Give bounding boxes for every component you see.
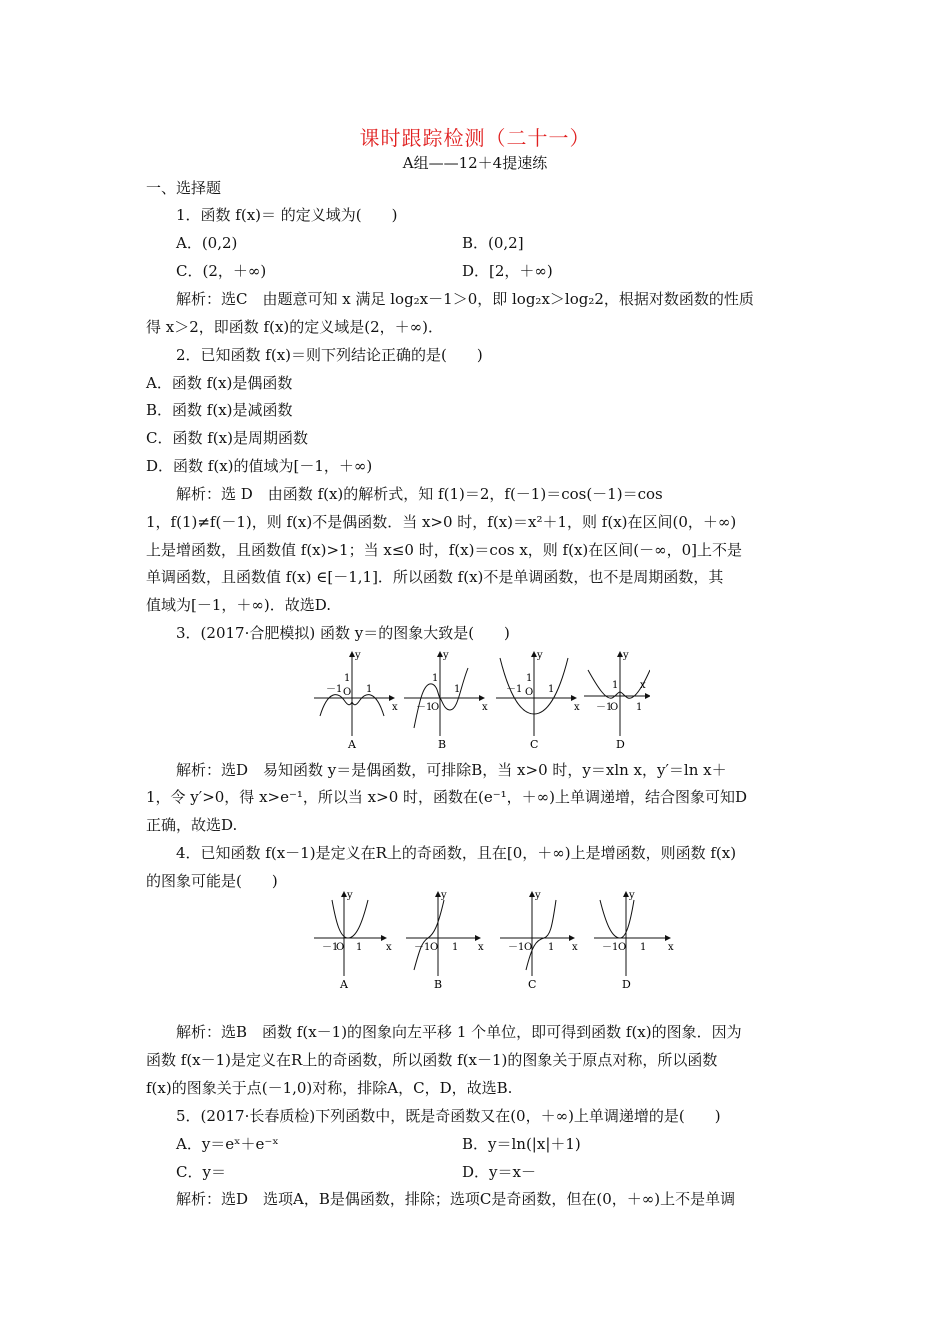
q4-stem-line2: 的图象可能是( ): [146, 872, 278, 890]
q5-option-c: C．y＝: [176, 1163, 226, 1181]
q3d-y-label: y: [623, 650, 629, 661]
q3-graph-a-label: A: [348, 738, 356, 751]
q4d-neg-label: －1: [602, 942, 619, 953]
q4a-neg-label: －1: [322, 942, 339, 953]
q4b-pos-label: 1: [452, 942, 459, 953]
q4c-pos-label: 1: [548, 942, 555, 953]
q4-graph-a-label: A: [340, 978, 348, 991]
q4a-origin-label: O: [336, 942, 345, 953]
q5-stem: 5．(2017·长春质检)下列函数中，既是奇函数又在(0，＋∞)上单调递增的是( ): [176, 1107, 721, 1125]
q4b-x-label: x: [478, 942, 484, 953]
q3c-neg-label: －1: [506, 684, 523, 695]
q1-option-c: C．(2，＋∞): [176, 262, 267, 280]
q4c-neg-label: －1: [508, 942, 525, 953]
q2-stem: 2．已知函数 f(x)＝则下列结论正确的是( ): [176, 346, 483, 364]
q3-graph-d: [584, 652, 650, 736]
q5-solution-line1: 解析：选D 选项A，B是偶函数，排除；选项C是奇函数，但在(0，＋∞)上不是单调: [176, 1190, 736, 1208]
q4a-pos-label: 1: [356, 942, 363, 953]
q2-option-a: A．函数 f(x)是偶函数: [146, 374, 293, 392]
q4-solution-line1: 解析：选B 函数 f(x－1)的图象向左平移 1 个单位，即可得到函数 f(x)的图象．因为: [176, 1023, 742, 1041]
q1-option-a: A．(0,2): [176, 234, 238, 252]
q4b-neg-label: －1: [414, 942, 431, 953]
q4c-x-label: x: [572, 942, 578, 953]
q3a-x-label: x: [392, 702, 398, 713]
q4-graph-b: [406, 892, 480, 976]
q3-figure: [310, 648, 650, 753]
q2-option-b: B．函数 f(x)是减函数: [146, 401, 293, 419]
q3-solution-line1: 解析：选D 易知函数 y＝是偶函数，可排除B，当 x>0 时，y＝xln x，y′＝ln x＋: [176, 761, 727, 779]
q4a-x-label: x: [386, 942, 392, 953]
q3-graph-d-label: D: [616, 738, 625, 751]
q4-graph-d-label: D: [622, 978, 631, 991]
q4-graph-b-label: B: [434, 978, 443, 991]
q1-option-d: D．[2，＋∞): [462, 262, 553, 280]
q4-stem-line1: 4．已知函数 f(x－1)是定义在R上的奇函数，且在[0，＋∞)上是增函数，则函数 f(x): [176, 844, 737, 862]
q3b-neg-label: －1: [416, 702, 433, 713]
q3a-neg-label: －1: [326, 684, 343, 695]
q2-solution-line2: 1，f(1)≠f(－1)，则 f(x)不是偶函数．当 x>0 时，f(x)＝x²＋1，则 f(x)在区间(0，＋∞): [146, 513, 737, 531]
q3c-origin-label: O: [525, 687, 534, 698]
q3-graph-b-label: B: [438, 738, 447, 751]
q2-solution-line4: 单调函数，且函数值 f(x) ∈[－1,1]．所以函数 f(x)不是单调函数，也不是周期函数，其: [146, 568, 724, 586]
section-heading: 一、选择题: [146, 179, 222, 197]
page-title: 课时跟踪检测（二十一）: [359, 126, 591, 150]
q4-solution-line2: 函数 f(x－1)是定义在R上的奇函数，所以函数 f(x－1)的图象关于原点对称，所以函数: [146, 1051, 718, 1069]
q3d-one-label: 1: [612, 680, 619, 691]
q3b-y-label: y: [443, 650, 449, 661]
q3c-one-label: 1: [526, 673, 533, 684]
q4c-y-label: y: [535, 890, 541, 901]
q3-stem: 3．(2017·合肥模拟) 函数 y＝的图象大致是( ): [176, 624, 510, 642]
q3d-origin-label: O: [610, 702, 619, 713]
q3c-x-label: x: [574, 702, 580, 713]
q4-figure: [310, 888, 680, 993]
q3-graph-b: [404, 652, 484, 736]
q4-solution-line3: f(x)的图象关于点(－1,0)对称，排除A，C，D，故选B.: [146, 1079, 513, 1097]
q5-option-a: A．y＝eˣ＋e⁻ˣ: [176, 1135, 279, 1153]
page-subtitle: A组——12＋4提速练: [402, 154, 548, 172]
q1-solution-line2: 得 x＞2，即函数 f(x)的定义域是(2，＋∞)．: [146, 318, 443, 336]
q4d-pos-label: 1: [640, 942, 647, 953]
q3b-x-label: x: [482, 702, 488, 713]
q1-option-b: B．(0,2]: [462, 234, 524, 252]
q2-option-d: D．函数 f(x)的值域为[－1，＋∞): [146, 457, 373, 475]
q4-graph-a: [314, 892, 386, 976]
q2-solution-line3: 上是增函数，且函数值 f(x)>1；当 x≤0 时，f(x)＝cos x，则 f(x)在区间(－∞，0]上不是: [146, 541, 743, 559]
q3b-one-label: 1: [432, 673, 439, 684]
q3-graph-c-label: C: [530, 738, 539, 751]
q3b-origin-label: O: [431, 702, 440, 713]
q4b-y-label: y: [441, 890, 447, 901]
q3c-y-label: y: [537, 650, 543, 661]
q3a-y-label: y: [355, 650, 361, 661]
q2-solution-line5: 值域为[－1，＋∞)．故选D.: [146, 596, 332, 614]
q4c-origin-label: O: [524, 942, 533, 953]
q4d-origin-label: O: [618, 942, 627, 953]
q3-solution-line2: 1，令 y′>0，得 x>e⁻¹，所以当 x>0 时，函数在(e⁻¹，＋∞)上单调递增，结合图象可知D: [146, 788, 748, 806]
q1-solution-line1: 解析：选C 由题意可知 x 满足 log₂x－1＞0，即 log₂x＞log₂2，根据对数函数的性质: [176, 290, 754, 308]
q3a-pos-label: 1: [366, 684, 373, 695]
q4a-y-label: y: [347, 890, 353, 901]
q5-option-d: D．y＝x－: [462, 1163, 536, 1181]
q4-graph-d: [594, 892, 670, 976]
q3b-pos-label: 1: [454, 684, 461, 695]
q3c-pos-label: 1: [548, 684, 555, 695]
q2-option-c: C．函数 f(x)是周期函数: [146, 429, 308, 447]
q4-graph-c-label: C: [528, 978, 537, 991]
q2-solution-line1: 解析：选 D 由函数 f(x)的解析式，知 f(1)＝2，f(－1)＝cos(－1)＝cos: [176, 485, 663, 503]
q3a-one-label: 1: [344, 673, 351, 684]
q4b-origin-label: O: [430, 942, 439, 953]
q4-graph-c: [500, 892, 574, 976]
q4d-x-label: x: [668, 942, 674, 953]
q5-option-b: B．y＝ln(|x|＋1): [462, 1135, 581, 1153]
q3-solution-line3: 正确，故选D.: [146, 816, 238, 834]
q3d-pos-label: 1: [636, 702, 643, 713]
q1-stem: 1．函数 f(x)＝ 的定义域为( ): [176, 206, 398, 224]
q3d-x-label: x: [640, 680, 646, 691]
q4d-y-label: y: [629, 890, 635, 901]
q3a-origin-label: O: [343, 687, 352, 698]
q3d-neg-label: －1: [596, 702, 613, 713]
